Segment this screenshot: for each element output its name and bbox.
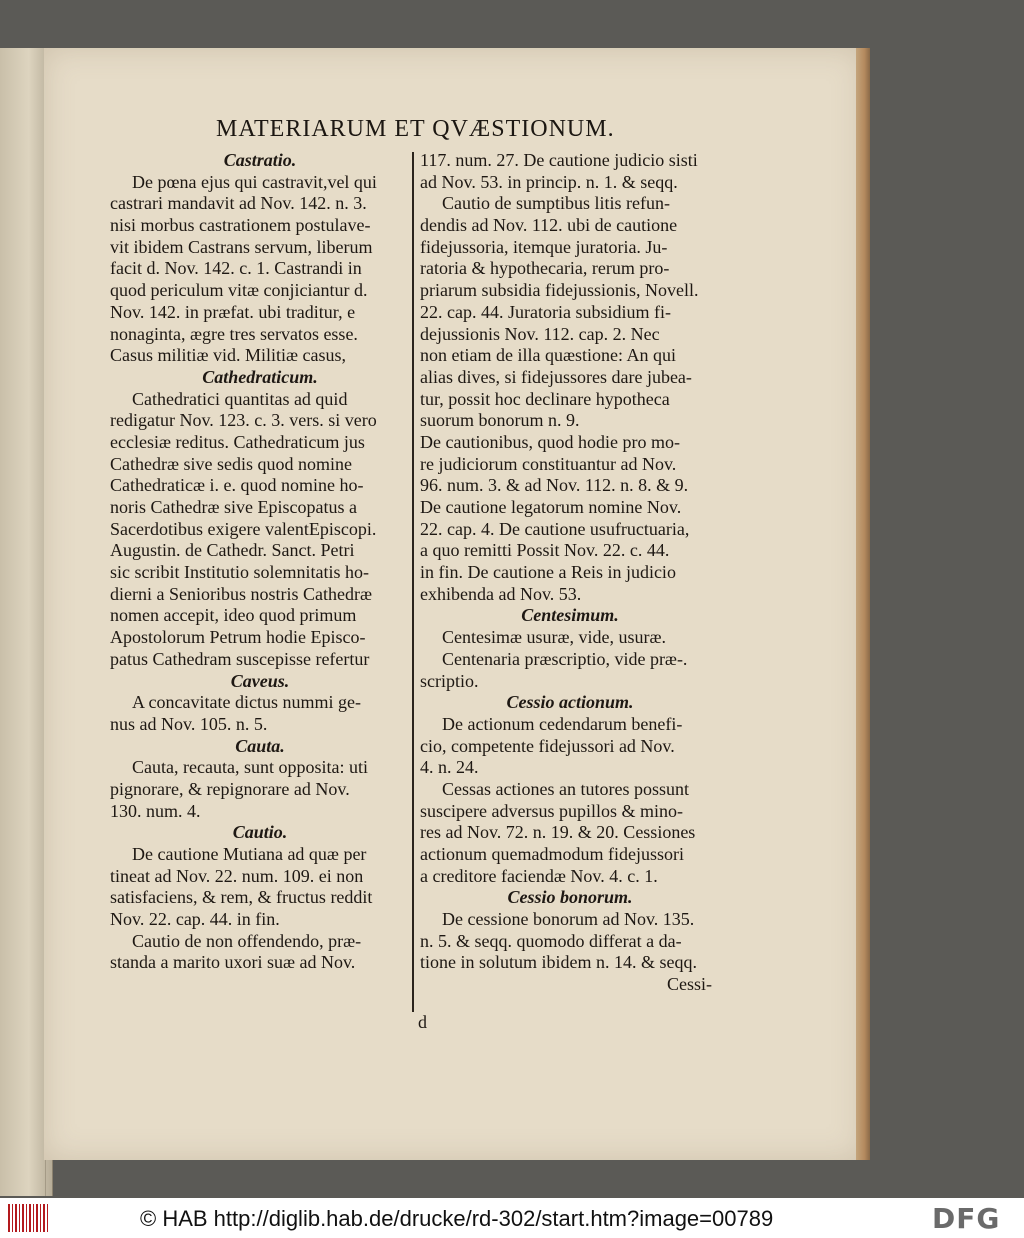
text-line: De cautionibus, quod hodie pro mo- — [420, 431, 680, 452]
text-line: 96. num. 3. & ad Nov. 112. n. 8. & 9. — [420, 475, 689, 496]
text-line: actionum quemadmodum fidejussori — [420, 844, 684, 864]
text-line: Cathedræ sive sedis quod nomine — [110, 453, 352, 474]
text-line: dierni a Senioribus nostris Cathedræ — [110, 583, 372, 604]
entry-heading: Cauta. — [235, 735, 285, 756]
text-line: res ad Nov. 72. n. 19. & 20. Cessiones — [420, 822, 696, 843]
text-line: cio, competente fidejussori ad Nov. — [420, 735, 675, 756]
text-line: nisi morbus castrationem postulave- — [110, 215, 371, 236]
text-line: Cauta, recauta, sunt opposita: uti — [132, 757, 368, 778]
hab-logo-icon[interactable] — [8, 1204, 48, 1232]
text-line: non etiam de illa quæstione: An qui — [420, 345, 676, 366]
text-line: patus Cathedram suscepisse refertur — [110, 648, 370, 669]
text-line: exhibenda ad Nov. 53. — [420, 583, 582, 604]
footer-bar — [0, 1198, 1024, 1238]
text-line: Cessi- — [667, 974, 712, 995]
text-line: 130. num. 4. — [110, 800, 201, 821]
text-line: quod periculum vitæ conjiciantur d. — [110, 280, 368, 301]
text-line: Cessas actiones an tutores possunt — [442, 778, 689, 799]
entry-heading: Cessio bonorum. — [507, 887, 633, 908]
text-line: re judiciorum constituantur ad Nov. — [420, 453, 677, 474]
entry-heading: Cessio actionum. — [506, 692, 634, 713]
running-head: MATERIARUM ET QVÆSTIONUM. — [216, 116, 615, 142]
text-line: Centenaria præscriptio, vide præ-. — [442, 648, 688, 669]
text-line: tur, possit hoc declinare hypotheca — [420, 388, 670, 409]
text-line: tione in solutum ibidem n. 14. & seqq. — [420, 952, 697, 973]
text-line: sic scribit Institutio solemnitatis ho- — [110, 562, 369, 583]
text-line: n. 5. & seqq. quomodo differat a da- — [420, 930, 682, 951]
text-line: fidejussoria, itemque juratoria. Ju- — [420, 236, 668, 257]
text-line: satisfaciens, & rem, & fructus reddit — [110, 887, 373, 908]
text-line: suorum bonorum n. 9. — [420, 410, 580, 431]
text-line: alias dives, si fidejussores dare jubea- — [420, 366, 692, 387]
text-line: dendis ad Nov. 112. ubi de cautione — [420, 215, 678, 236]
page-fore-edge — [856, 48, 870, 1160]
text-line: Centesimæ usuræ, vide, usuræ. — [442, 627, 666, 648]
text-line: a creditore faciendæ Nov. 4. c. 1. — [420, 865, 658, 886]
text-line: standa a marito uxori suæ ad Nov. — [110, 952, 356, 973]
text-line: vit ibidem Castrans servum, liberum — [110, 236, 373, 257]
text-line: ecclesiæ reditus. Cathedraticum jus — [110, 431, 365, 452]
text-line: suscipere adversus pupillos & mino- — [420, 800, 683, 821]
text-line: pignorare, & repignorare ad Nov. — [110, 778, 350, 799]
text-line: Cathedratici quantitas ad quid — [132, 388, 348, 409]
text-line: 117. num. 27. De cautione judicio sisti — [420, 150, 698, 170]
entry-heading: Caveus. — [230, 670, 290, 691]
text-line: ad Nov. 53. in princip. n. 1. & seqq. — [420, 171, 678, 192]
text-line: castrari mandavit ad Nov. 142. n. 3. — [110, 193, 367, 214]
dfg-logo[interactable]: DFG — [932, 1202, 1001, 1235]
text-line: scriptio. — [420, 670, 479, 691]
text-line: Nov. 142. in præfat. ubi traditur, e — [110, 301, 356, 322]
permalink-text[interactable]: © HAB http://diglib.hab.de/drucke/rd-302/start.htm?image=00789 — [140, 1206, 774, 1231]
text-line: A concavitate dictus nummi ge- — [132, 692, 361, 713]
text-line: Cathedraticæ i. e. quod nomine ho- — [110, 475, 364, 496]
text-line: De cessione bonorum ad Nov. 135. — [442, 909, 695, 930]
entry-heading: Cautio. — [232, 822, 288, 843]
text-line: ratoria & hypothecaria, rerum pro- — [420, 258, 670, 279]
text-line: Apostolorum Petrum hodie Episco- — [110, 627, 366, 648]
text-line: De actionum cedendarum benefi- — [442, 713, 683, 734]
right-column — [420, 150, 720, 996]
text-line: Sacerdotibus exigere valentEpiscopi. — [110, 518, 377, 539]
text-line: priarum subsidia fidejussionis, Novell. — [420, 280, 699, 301]
text-line: facit d. Nov. 142. c. 1. Castrandi in — [110, 258, 362, 279]
text-line: 4. n. 24. — [420, 757, 479, 778]
left-column — [110, 150, 410, 974]
text-line: nonaginta, ægre tres servatos esse. — [110, 323, 358, 344]
entry-heading: Castratio. — [223, 150, 297, 170]
text-line: nomen accepit, ideo quod primum — [110, 605, 357, 626]
text-line: De pœna ejus qui castravit,vel qui — [132, 171, 377, 192]
entry-heading: Centesimum. — [521, 605, 619, 626]
text-line: Cautio de non offendendo, præ- — [132, 930, 362, 951]
text-line: dejussionis Nov. 112. cap. 2. Nec — [420, 323, 660, 344]
text-line: Nov. 22. cap. 44. in fin. — [110, 909, 280, 930]
text-line: Casus militiæ vid. Militiæ casus, — [110, 345, 347, 366]
text-line: redigatur Nov. 123. c. 3. vers. si vero — [110, 410, 377, 431]
text-line: 22. cap. 44. Juratoria subsidium fi- — [420, 301, 671, 322]
text-line: Cautio de sumptibus litis refun- — [442, 193, 670, 214]
entry-heading: Cathedraticum. — [202, 366, 318, 387]
text-line: 22. cap. 4. De cautione usufructuaria, — [420, 518, 690, 539]
text-line: Augustin. de Cathedr. Sanct. Petri — [110, 540, 355, 561]
column-rule — [412, 152, 414, 1012]
text-line: noris Cathedræ sive Episcopatus a — [110, 497, 357, 517]
text-line: in fin. De cautione a Reis in judicio — [420, 562, 676, 583]
text-line: De cautione legatorum nomine Nov. — [420, 497, 682, 517]
text-line: De cautione Mutiana ad quæ per — [132, 844, 367, 864]
text-line: a quo remitti Possit Nov. 22. c. 44. — [420, 540, 670, 561]
text-line: nus ad Nov. 105. n. 5. — [110, 713, 268, 734]
text-line: tineat ad Nov. 22. num. 109. ei non — [110, 865, 364, 886]
signature-mark: d — [418, 1012, 427, 1032]
